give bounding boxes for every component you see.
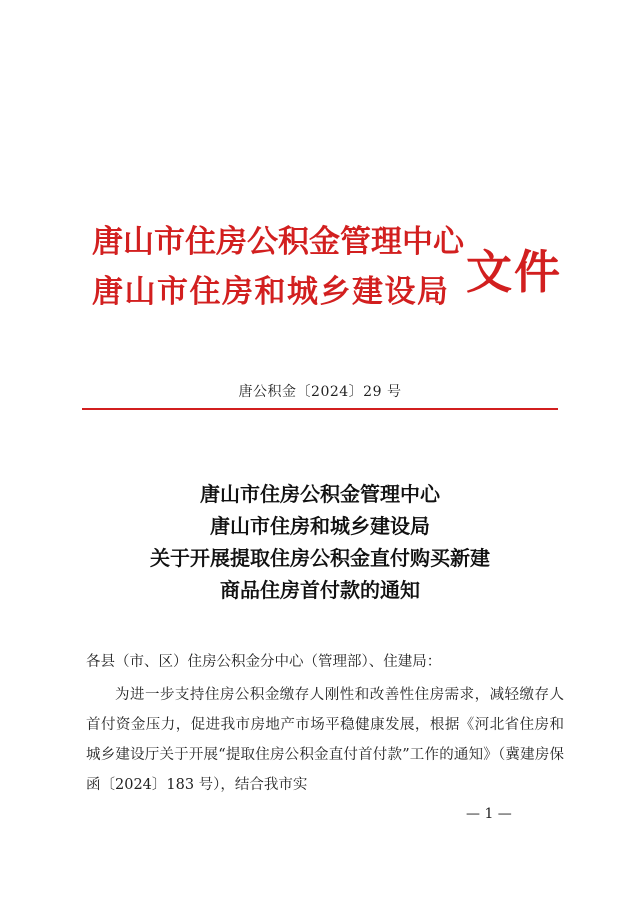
issuer-line-housing-bureau: 唐山市住房和城乡建设局 <box>92 274 450 310</box>
notice-body <box>86 644 564 800</box>
title-line: 唐山市住房和城乡建设局 <box>210 514 430 538</box>
document-number: 唐公积金〔2024〕29 号 <box>238 384 402 400</box>
title-line: 关于开展提取住房公积金直付购买新建 <box>150 546 490 570</box>
title-line: 商品住房首付款的通知 <box>220 578 420 602</box>
body-paragraph: 为进一步支持住房公积金缴存人刚性和改善性住房需求，减轻缴存人首付资金压力，促进我市房地产市场平稳健康发展，根据《河北省住房和城乡建设厅关于开展“提取住房公积金直付首付款”工作的通知》（冀建房保函〔2024〕183 号），结合我市实 <box>86 687 564 793</box>
document-type-label: 文件 <box>466 245 562 299</box>
page-number: — 1 — <box>466 806 512 822</box>
issuing-authority-header <box>92 212 562 322</box>
issuer-line-housing-fund-center: 唐山市住房公积金管理中心 <box>92 224 464 260</box>
title-line: 唐山市住房公积金管理中心 <box>200 482 440 506</box>
red-divider-line <box>82 408 558 410</box>
notice-title <box>0 478 640 606</box>
salutation: 各县（市、区）住房公积金分中心（管理部）、住建局： <box>86 654 442 670</box>
